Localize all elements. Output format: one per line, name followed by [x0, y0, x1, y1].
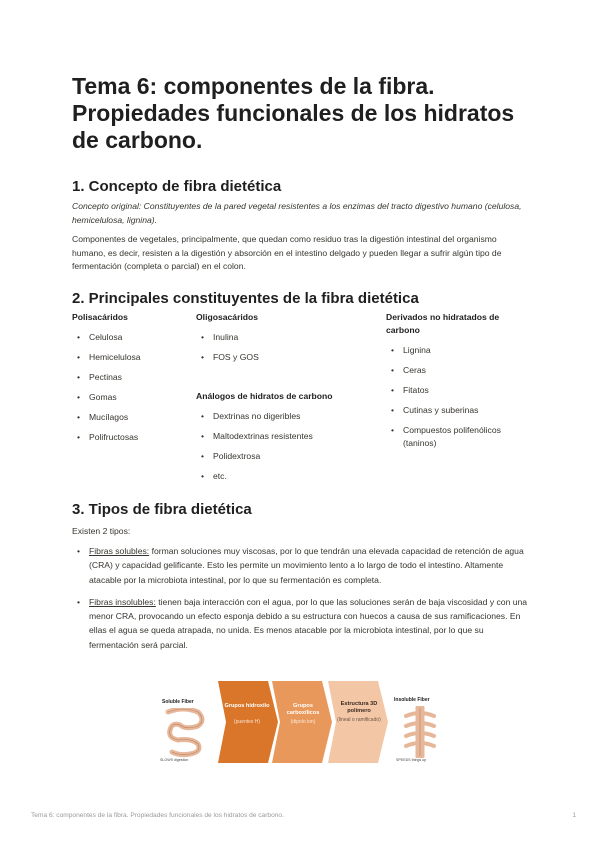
section-heading-tipos: 3. Tipos de fibra dietética [72, 501, 252, 518]
insoluble-fiber-label: Insoluble Fiber [394, 697, 430, 703]
chevron-subtitle: (lineal o ramificado) [337, 717, 381, 723]
page-footer [31, 812, 576, 819]
derivados-column [386, 311, 526, 450]
column-title: Análogos de hidratos de carbono [196, 391, 333, 401]
list-item: • Ceras [386, 364, 526, 377]
insoluble-fiber-caption: SPEEDS things up [396, 758, 427, 762]
chevron-title: Estructura 3D polímero [340, 701, 378, 714]
column-title: Polisacáridos [72, 312, 128, 322]
polisacaridos-list [72, 331, 182, 444]
list-item: • Polidextrosa [196, 450, 376, 463]
list-item-soluble [72, 544, 532, 587]
list-item: • Hemicelulosa [72, 351, 182, 364]
oligosacaridos-list [196, 331, 366, 364]
derivados-list [386, 344, 526, 450]
soluble-fiber-label: Soluble Fiber [162, 699, 194, 705]
original-concept-text: Concepto original: Constituyentes de la pared vegetal resistentes a los enzimas del tracto digestivo humano (celulosa, hemicelulosa, lignina). [72, 201, 522, 225]
polisacaridos-column [72, 311, 182, 444]
list-item: • Inulina [196, 331, 366, 344]
chevron-title: Grupos carboxílicos [286, 703, 320, 716]
list-item: • FOS y GOS [196, 351, 366, 364]
chevron-subtitle: (dipolo ion) [290, 719, 316, 725]
chevron-structure-text [332, 681, 386, 763]
soluble-text: forman soluciones muy viscosas, por lo que tendrán una elevada capacidad de retención de agua (CRA) y capacidad gelificante. Esto les permite un movimiento lento a lo largo de todo el intestino. Altamente atacable por la microbiota intestinal, por lo que su fermentación es completa. [89, 546, 524, 585]
list-item: • Mucílagos [72, 411, 182, 424]
chevron-subtitle: (puentes H) [233, 719, 261, 725]
column-title: Oligosacáridos [196, 312, 259, 322]
insoluble-label: Fibras insolubles: [89, 596, 156, 607]
section-heading-constituyentes: 2. Principales constituyentes de la fibra dietética [72, 290, 419, 307]
page-number: 1 [572, 812, 576, 819]
soluble-fiber-caption: SLOWS digestion [160, 758, 189, 762]
intestine-soluble-icon [158, 708, 208, 758]
list-item: • Celulosa [72, 331, 182, 344]
list-item: • Pectinas [72, 371, 182, 384]
fiber-figure [150, 678, 450, 768]
section-heading-concepto: 1. Concepto de fibra dietética [72, 178, 282, 195]
insoluble-text: tienen baja interacción con el agua, por lo que las soluciones serán de baja viscosidad y con una menor CRA, provocando un efecto esponja debido a su estructura con huecos a causa de sus ramificaciones. En ellas el agua se queda atrapada, no unida. Es menos atacable por la microbiota intestinal, por lo que su fermentación será parcial. [89, 596, 528, 650]
chevron-hydroxyl-text [220, 681, 274, 763]
column-title: Derivados no hidratados de carbono [386, 312, 500, 335]
list-item: • Maltodextrinas resistentes [196, 430, 376, 443]
types-intro: Existen 2 tipos: [72, 526, 131, 536]
footer-text: Tema 6: componentes de la fibra. Propiedades funcionales de los hidratos de carbono. [31, 812, 284, 819]
page-title: Tema 6: componentes de la fibra. Propiedades funcionales de los hidratos de carbono. [72, 73, 515, 153]
analogos-column [196, 390, 376, 483]
list-item: • Dextrinas no digeribles [196, 410, 376, 423]
list-item: • etc. [196, 470, 376, 483]
list-item: • Compuestos polifenólicos (taninos) [386, 424, 526, 450]
oligosacaridos-column [196, 311, 366, 364]
soluble-label: Fibras solubles: [89, 546, 150, 556]
list-item: • Polifructosas [72, 431, 182, 444]
list-item-insoluble [72, 595, 532, 652]
list-item: • Lignina [386, 344, 526, 357]
list-item: • Cutinas y suberinas [386, 404, 526, 417]
chevron-carboxyl-text [276, 681, 330, 763]
list-item: • Fitatos [386, 384, 526, 397]
list-item: • Gomas [72, 391, 182, 404]
definition-text: Componentes de vegetales, principalmente, que quedan como residuo tras la digestión intestinal del organismo humano, es decir, resisten a la digestión y absorción en el intestino delgado y pueden llegar a sufrir algún tipo de fermentación (completa o parcial) en el colon. [72, 234, 502, 272]
fiber-types-list [72, 544, 532, 660]
analogos-list [196, 410, 376, 483]
intestine-insoluble-icon [396, 706, 444, 758]
chevron-title: Grupos hidroxilo [224, 703, 270, 709]
